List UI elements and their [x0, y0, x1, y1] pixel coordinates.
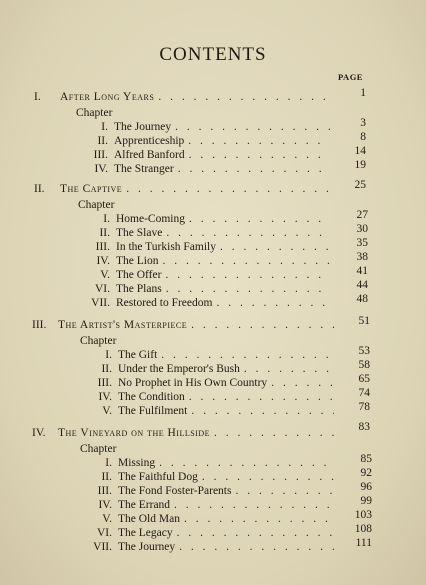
toc-chapter[interactable]: [78, 162, 334, 176]
chapter-label: Chapter: [78, 199, 115, 211]
toc-part[interactable]: [34, 182, 334, 196]
dot-leader: [174, 498, 334, 512]
chapter-number: VI.: [94, 283, 110, 295]
toc-chapter[interactable]: [80, 296, 334, 310]
chapter-number: VII.: [93, 541, 112, 553]
dot-leader: [214, 426, 334, 440]
chapter-page: 8: [360, 131, 366, 143]
toc-chapter[interactable]: [82, 512, 338, 526]
chapter-number: III.: [97, 485, 112, 497]
chapter-title: In the Turkish Family: [116, 241, 217, 253]
toc-chapter[interactable]: [82, 498, 338, 512]
chapter-number: V.: [100, 269, 110, 281]
dot-leader: [216, 296, 330, 310]
toc-chapter[interactable]: [82, 348, 338, 362]
chapter-number: V.: [102, 405, 112, 417]
chapter-title: The Plans: [116, 283, 162, 295]
chapter-page: 65: [358, 373, 370, 385]
chapter-title: No Prophet in His Own Country: [118, 377, 268, 389]
chapter-page: 48: [356, 293, 368, 305]
chapter-title: Under the Emperor's Bush: [118, 363, 240, 375]
chapter-number: IV.: [94, 163, 108, 175]
dot-leader: [179, 540, 334, 554]
toc-chapter[interactable]: [82, 526, 338, 540]
chapter-number: I.: [103, 213, 110, 225]
toc-part[interactable]: [34, 90, 334, 104]
part-number: I.: [34, 91, 41, 103]
chapter-page: 3: [360, 117, 366, 129]
chapter-page: 92: [360, 467, 372, 479]
chapter-number: VII.: [91, 297, 110, 309]
chapter-page: 74: [358, 387, 370, 399]
chapter-page: 78: [358, 401, 370, 413]
toc-chapter[interactable]: [78, 134, 334, 148]
chapter-number: III.: [93, 149, 108, 161]
toc-chapter[interactable]: [82, 470, 338, 484]
toc-chapter[interactable]: [82, 376, 338, 390]
chapter-title: Missing: [118, 457, 156, 469]
toc-chapter[interactable]: [82, 484, 338, 498]
dot-leader: [271, 376, 334, 390]
chapter-title: The Faithful Dog: [118, 471, 198, 483]
dot-leader: [189, 148, 330, 162]
dot-leader: [162, 254, 330, 268]
chapter-label: Chapter: [76, 107, 113, 119]
part-title: The Vineyard on the Hillside: [58, 427, 211, 439]
page-column-label: PAGE: [338, 72, 363, 82]
chapter-page: 27: [356, 209, 368, 221]
dot-leader: [184, 512, 334, 526]
chapter-page: 99: [360, 495, 372, 507]
toc-chapter[interactable]: [80, 212, 334, 226]
toc-chapter[interactable]: [82, 404, 338, 418]
chapter-number: III.: [97, 377, 112, 389]
toc-chapter[interactable]: [82, 540, 338, 554]
toc-chapter[interactable]: [78, 120, 334, 134]
chapter-number: IV.: [96, 255, 110, 267]
dot-leader: [244, 362, 334, 376]
part-number: IV.: [32, 427, 46, 439]
chapter-title: The Condition: [118, 391, 185, 403]
toc-chapter[interactable]: [78, 148, 334, 162]
dot-leader: [165, 268, 330, 282]
chapter-page: 30: [356, 223, 368, 235]
chapter-title: The Slave: [116, 227, 163, 239]
part-page: 25: [354, 179, 366, 191]
dot-leader: [202, 470, 334, 484]
chapter-title: Alfred Banford: [114, 149, 185, 161]
chapter-page: 19: [354, 159, 366, 171]
chapter-title: Restored to Freedom: [116, 297, 213, 309]
dot-leader: [175, 120, 330, 134]
toc-chapter[interactable]: [82, 456, 338, 470]
chapter-number: II.: [99, 227, 110, 239]
dot-leader: [191, 318, 334, 332]
toc-chapter[interactable]: [80, 254, 334, 268]
chapter-label: Chapter: [80, 443, 117, 455]
part-title: The Captive: [60, 183, 123, 195]
toc-part[interactable]: [32, 318, 338, 332]
dot-leader: [166, 282, 330, 296]
chapter-number: IV.: [98, 391, 112, 403]
chapter-page: 35: [356, 237, 368, 249]
chapter-label: Chapter: [80, 335, 117, 347]
chapter-page: 103: [354, 509, 372, 521]
chapter-title: The Journey: [114, 121, 172, 133]
chapter-title: Apprenticeship: [114, 135, 185, 147]
dot-leader: [161, 348, 334, 362]
chapter-title: The Old Man: [118, 513, 180, 525]
toc-chapter[interactable]: [80, 226, 334, 240]
dot-leader: [158, 90, 330, 104]
chapter-title: The Journey: [118, 541, 176, 553]
chapter-title: The Errand: [118, 499, 171, 511]
chapter-number: III.: [95, 241, 110, 253]
chapter-number: V.: [102, 513, 112, 525]
part-number: III.: [32, 319, 47, 331]
dot-leader: [166, 226, 330, 240]
toc-part[interactable]: [32, 426, 338, 440]
part-number: II.: [34, 183, 45, 195]
toc-chapter[interactable]: [80, 282, 334, 296]
part-title: The Artist's Masterpiece: [58, 319, 188, 331]
chapter-title: The Gift: [118, 349, 158, 361]
dot-leader: [189, 212, 330, 226]
chapter-number: II.: [101, 471, 112, 483]
chapter-page: 53: [358, 345, 370, 357]
toc-chapter[interactable]: [82, 390, 338, 404]
chapter-page: 96: [360, 481, 372, 493]
dot-leader: [188, 134, 330, 148]
contents-heading: CONTENTS: [159, 44, 267, 65]
part-title: After Long Years: [60, 91, 155, 103]
dot-leader: [220, 240, 330, 254]
chapter-title: The Offer: [116, 269, 162, 281]
chapter-number: I.: [105, 457, 112, 469]
chapter-title: The Lion: [116, 255, 159, 267]
chapter-number: VI.: [96, 527, 112, 539]
chapter-page: 111: [355, 537, 372, 549]
part-page: 51: [358, 315, 370, 327]
part-page: 83: [358, 421, 370, 433]
chapter-page: 38: [356, 251, 368, 263]
toc-chapter[interactable]: [80, 240, 334, 254]
chapter-number: IV.: [98, 499, 112, 511]
chapter-page: 85: [360, 453, 372, 465]
chapter-page: 14: [354, 145, 366, 157]
toc-chapter[interactable]: [82, 362, 338, 376]
toc-chapter[interactable]: [80, 268, 334, 282]
chapter-page: 41: [356, 265, 368, 277]
chapter-number: II.: [97, 135, 108, 147]
dot-leader: [159, 456, 334, 470]
chapter-title: The Legacy: [118, 527, 173, 539]
dot-leader: [235, 484, 334, 498]
chapter-title: The Stranger: [114, 163, 174, 175]
chapter-number: II.: [101, 363, 112, 375]
dot-leader: [126, 182, 330, 196]
chapter-number: I.: [101, 121, 108, 133]
chapter-title: The Fulfilment: [118, 405, 188, 417]
chapter-number: I.: [105, 349, 112, 361]
dot-leader: [177, 526, 334, 540]
chapter-page: 108: [354, 523, 372, 535]
chapter-page: 44: [356, 279, 368, 291]
dot-leader: [191, 404, 334, 418]
part-page: 1: [360, 87, 366, 99]
dot-leader: [178, 162, 330, 176]
chapter-page: 58: [358, 359, 370, 371]
chapter-title: The Fond Foster-Parents: [118, 485, 232, 497]
dot-leader: [189, 390, 334, 404]
chapter-title: Home-Coming: [116, 213, 185, 225]
